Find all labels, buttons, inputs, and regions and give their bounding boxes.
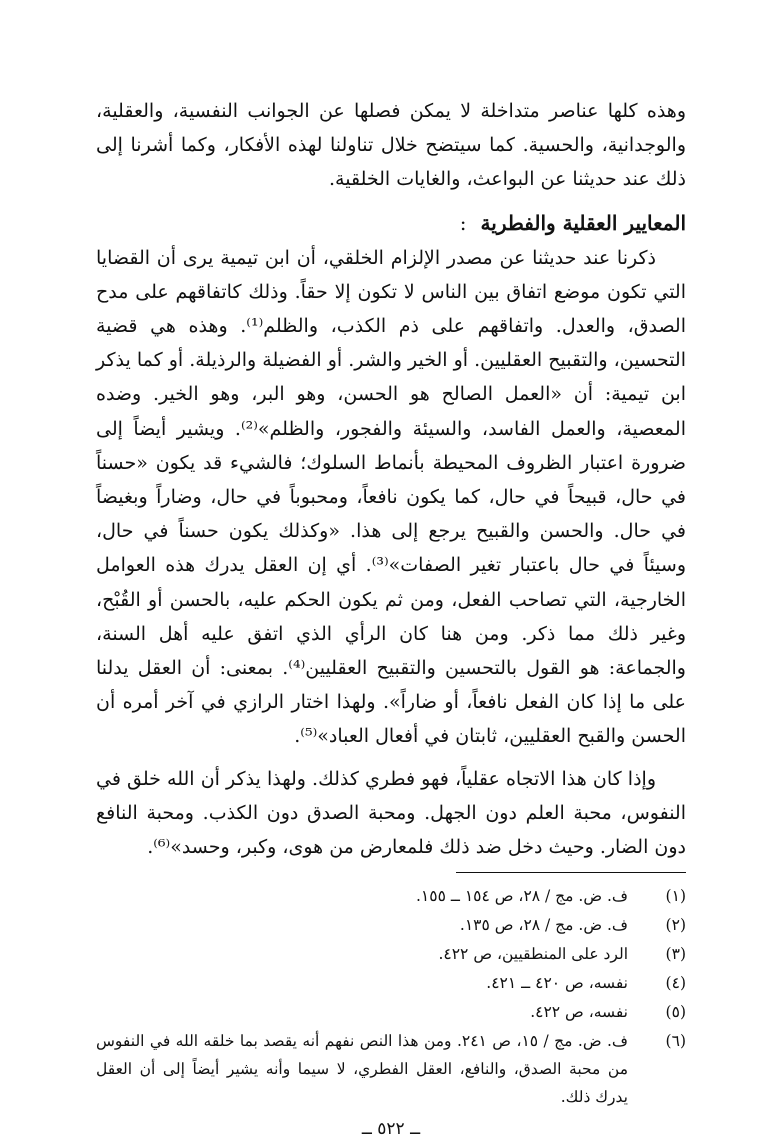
footnotes-list — [96, 882, 686, 1111]
footnote-item — [96, 940, 686, 969]
body-paragraph: ذكرنا عند حديثنا عن مصدر الإلزام الخلقي، أن ابن تيمية يرى أن القضايا التي تكون موضع اتفاق بين الناس لا تكون إلا حقاً. وذلك كاتفاقهم على مدح الصدق، والعدل. واتفاقهم على ذم الكذب، والظلم⁽¹⁾. وهذه هي قضية التحسين، والتقبيح العقليين. أو الخير والشر. أو الفضيلة والرذيلة. أو كما يذكر ابن تيمية: أن «العمل الصالح هو الحسن، وهو البر، وهو الخير. وضده المعصية، والعمل الفاسد، والسيئة والفجور، والظلم»⁽²⁾. ويشير أيضاً إلى ضرورة اعتبار الظروف المحيطة بأنماط السلوك؛ فالشيء قد يكون «حسناً في حال، قبيحاً في حال، كما يكون نافعاً، ومحبوباً في حال، وضاراً وبغيضاً في حال. والحسن والقبيح يرجع إلى هذا. «وكذلك يكون حسناً في حال، وسيئاً في حال باعتبار تغير الصفات»⁽³⁾. أي إن العقل يدرك هذه العوامل الخارجية، التي تصاحب الفعل، ومن ثم يكون الحكم عليه، بالحسن أو القُبْح، وغير ذلك مما ذكر. ومن هنا كان الرأي الذي اتفق عليه أهل السنة، والجماعة: هو القول بالتحسين والتقبيح العقليين⁽⁴⁾. بمعنى: أن العقل يدلنا على ما إذا كان الفعل نافعاً، أو ضاراً». ولهذا اختار الرازي في آخر أمره أن الحسن والقبح العقليين، ثابتان في أفعال العباد»⁽⁵⁾. — [96, 246, 687, 748]
section-title: المعايير العقلية والفطرية — [480, 210, 686, 235]
footnote-number: (٢) — [665, 916, 686, 935]
section-heading — [96, 205, 686, 241]
footnote-text: نفسه، ص ٤٢٠ ــ ٤٢١. — [486, 974, 628, 993]
page-number: ــ ٥٢٢ ــ — [361, 1119, 421, 1140]
footnote-number: (٣) — [665, 945, 686, 964]
footnote-item — [96, 882, 686, 911]
footnote-rule — [456, 872, 686, 873]
footnote-text: ف. ض. مج / ٢٨، ص ١٣٥. — [459, 916, 628, 935]
footnote-item — [96, 969, 686, 998]
footnote-number: (٥) — [665, 1003, 686, 1022]
footnote-text: ف. ض. مج / ٢٨، ص ١٥٤ ــ ١٥٥. — [415, 887, 628, 906]
footnote-number: (٤) — [665, 974, 686, 993]
footnote-text: الرد على المنطقيين، ص ٤٢٢. — [438, 945, 628, 964]
footnote-number: (١) — [665, 887, 686, 906]
footnote-number: (٦) — [665, 1032, 686, 1051]
footnote-text: ف. ض. مج / ١٥، ص ٢٤١. ومن هذا النص نفهم أنه يقصد بما خلقه الله في النفوس من محبة الصدق، والنافع، العقل الفطري، لا سيما وأنه يشير أيضاً إلى أن العقل يدرك ذلك. — [96, 1032, 628, 1107]
footnote-item — [96, 911, 686, 940]
footnote-separator — [96, 864, 686, 882]
paragraph-gap — [96, 754, 686, 762]
section-colon: : — [459, 210, 467, 235]
book-page — [96, 94, 686, 1143]
body-paragraph: وإذا كان هذا الاتجاه عقلياً، فهو فطري كذلك. ولهذا يذكر أن الله خلق في النفوس، محبة العلم دون الجهل. ومحبة الصدق دون الكذب. ومحبة النافع دون الضار. وحيث دخل ضد ذلك فلمعارض من هوى، وكبر، وحسد»⁽⁶⁾. — [96, 767, 686, 859]
footnote-text: نفسه، ص ٤٢٢. — [530, 1003, 628, 1022]
intro-paragraph: وهذه كلها عناصر متداخلة لا يمكن فصلها عن الجوانب النفسية، والعقلية، والوجدانية، والحسية. كما سيتضح خلال تناولنا لهذه الأفكار، وكما أشرنا إلى ذلك عند حديثنا عن البواعث، والغايات الخلقية. — [96, 100, 686, 191]
footnote-item — [96, 998, 686, 1027]
footnote-item — [96, 1027, 686, 1111]
